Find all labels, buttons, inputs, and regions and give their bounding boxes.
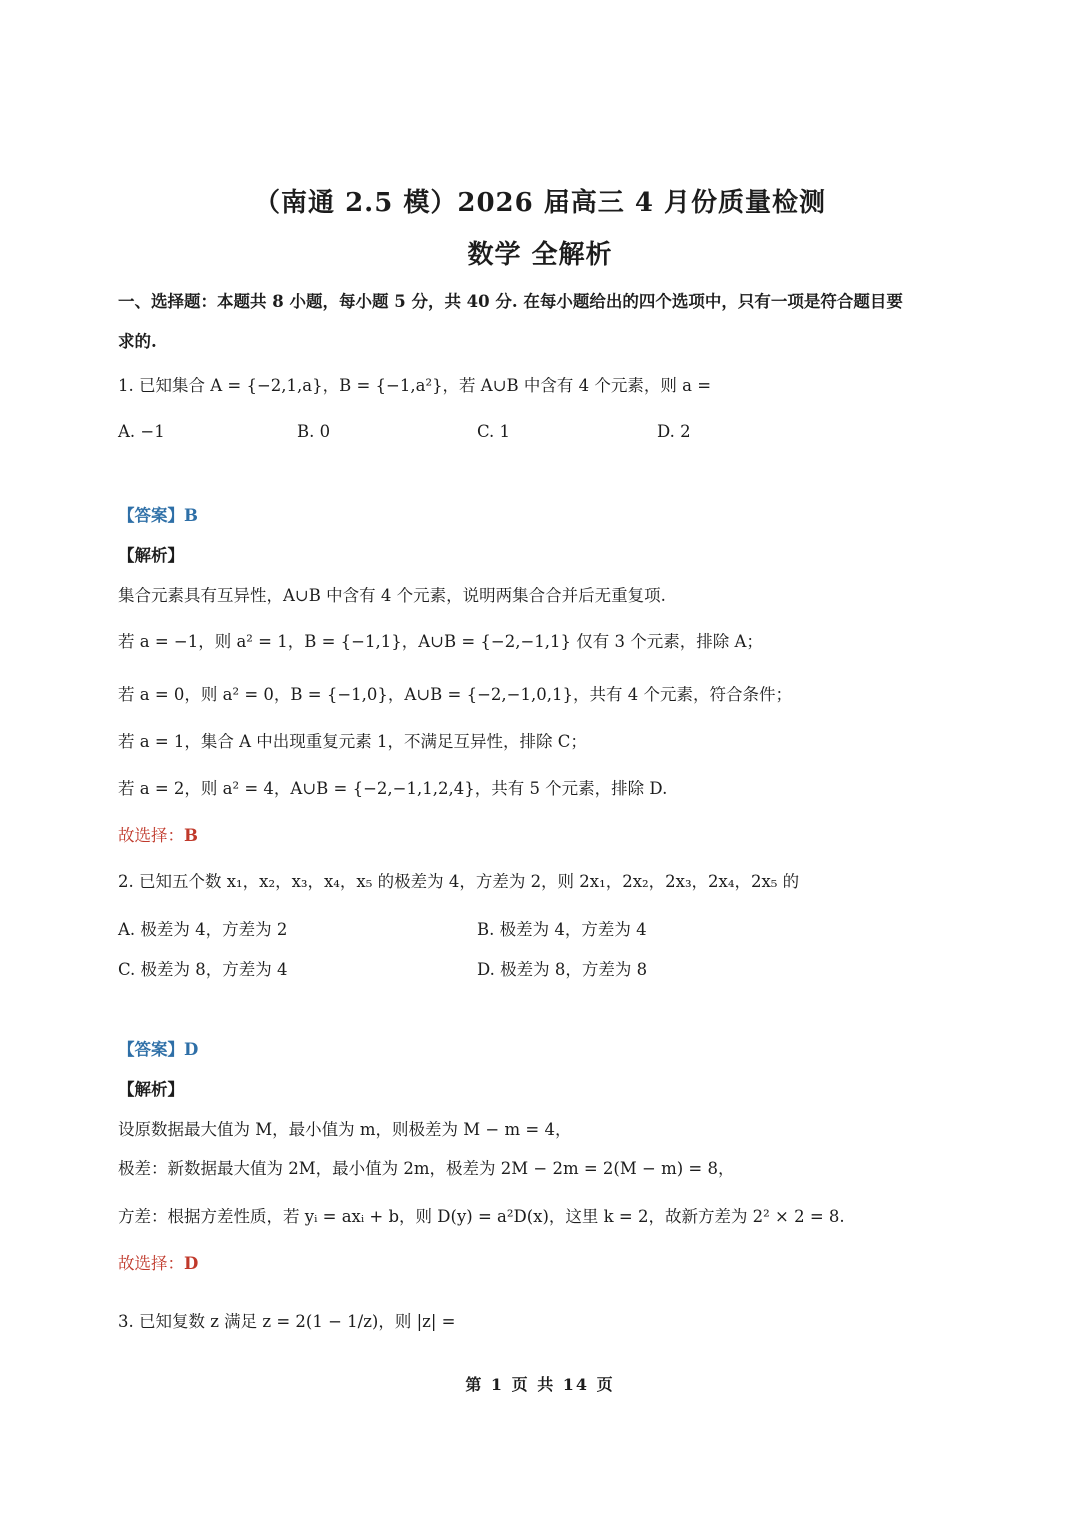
page-subtitle: 数学 全解析 [467, 240, 613, 270]
section-heading: 一、选择题：本题共 8 小题，每小题 5 分，共 40 分. 在每小题给出的四个选项中，只有一项是符合题目要 [118, 292, 903, 311]
q1-analysis-line: 若 a = 1，集合 A 中出现重复元素 1，不满足互异性，排除 C； [118, 732, 587, 751]
q1-option-c: C. 1 [477, 422, 511, 441]
q2-option-d: D. 极差为 8，方差为 8 [477, 960, 648, 979]
section-heading-cont: 求的. [118, 332, 157, 351]
q1-analysis-label: 【解析】 [118, 546, 184, 565]
q2-select-label: 故选择： [118, 1254, 184, 1273]
q2-conclusion [118, 1250, 198, 1274]
q2-analysis-label: 【解析】 [118, 1080, 184, 1099]
q2-answer: 【答案】D [118, 1040, 199, 1059]
q1-analysis-line: 若 a = −1，则 a² = 1，B = {−1,1}，A∪B = {−2,−1,1} 仅有 3 个元素，排除 A； [118, 632, 763, 651]
q2-analysis-line: 极差：新数据最大值为 2M，最小值为 2m，极差为 2M − 2m = 2(M − m) = 8， [118, 1159, 735, 1178]
q1-answer: 【答案】B [118, 506, 198, 525]
page-number: 第 1 页 共 14 页 [465, 1375, 615, 1394]
q2-option-c: C. 极差为 8，方差为 4 [118, 960, 288, 979]
q3-stem: 3. 已知复数 z 满足 z = 2(1 − 1/z)，则 |z| = [118, 1312, 456, 1331]
q2-option-b: B. 极差为 4，方差为 4 [477, 920, 647, 939]
q1-analysis-line: 集合元素具有互异性，A∪B 中含有 4 个元素，说明两集合合并后无重复项. [118, 586, 666, 605]
q1-stem: 1. 已知集合 A = {−2,1,a}，B = {−1,a²}，若 A∪B 中含有 4 个元素，则 a = [118, 376, 712, 395]
q1-option-d: D. 2 [657, 422, 691, 441]
q2-select-value: D [184, 1254, 199, 1273]
q1-analysis-line: 若 a = 2，则 a² = 4，A∪B = {−2,−1,1,2,4}，共有 5 个元素，排除 D. [118, 779, 668, 798]
q2-analysis-line: 设原数据最大值为 M，最小值为 m，则极差为 M − m = 4， [118, 1120, 572, 1139]
q1-option-a: A. −1 [118, 422, 165, 441]
page-title: （南通 2.5 模）2026 届高三 4 月份质量检测 [254, 188, 826, 218]
q1-select-label: 故选择： [118, 826, 184, 845]
q1-conclusion [118, 822, 198, 846]
q2-option-a: A. 极差为 4，方差为 2 [118, 920, 288, 939]
q2-stem: 2. 已知五个数 x₁，x₂，x₃，x₄，x₅ 的极差为 4，方差为 2，则 2x₁，2x₂，2x₃，2x₄，2x₅ 的 [118, 872, 800, 891]
q1-analysis-line: 若 a = 0，则 a² = 0，B = {−1,0}，A∪B = {−2,−1,0,1}，共有 4 个元素，符合条件； [118, 685, 792, 704]
q1-option-b: B. 0 [297, 422, 331, 441]
q1-select-value: B [184, 826, 198, 845]
q2-analysis-line: 方差：根据方差性质，若 yᵢ = axᵢ + b，则 D(y) = a²D(x)，这里 k = 2，故新方差为 2² × 2 = 8. [118, 1207, 845, 1226]
